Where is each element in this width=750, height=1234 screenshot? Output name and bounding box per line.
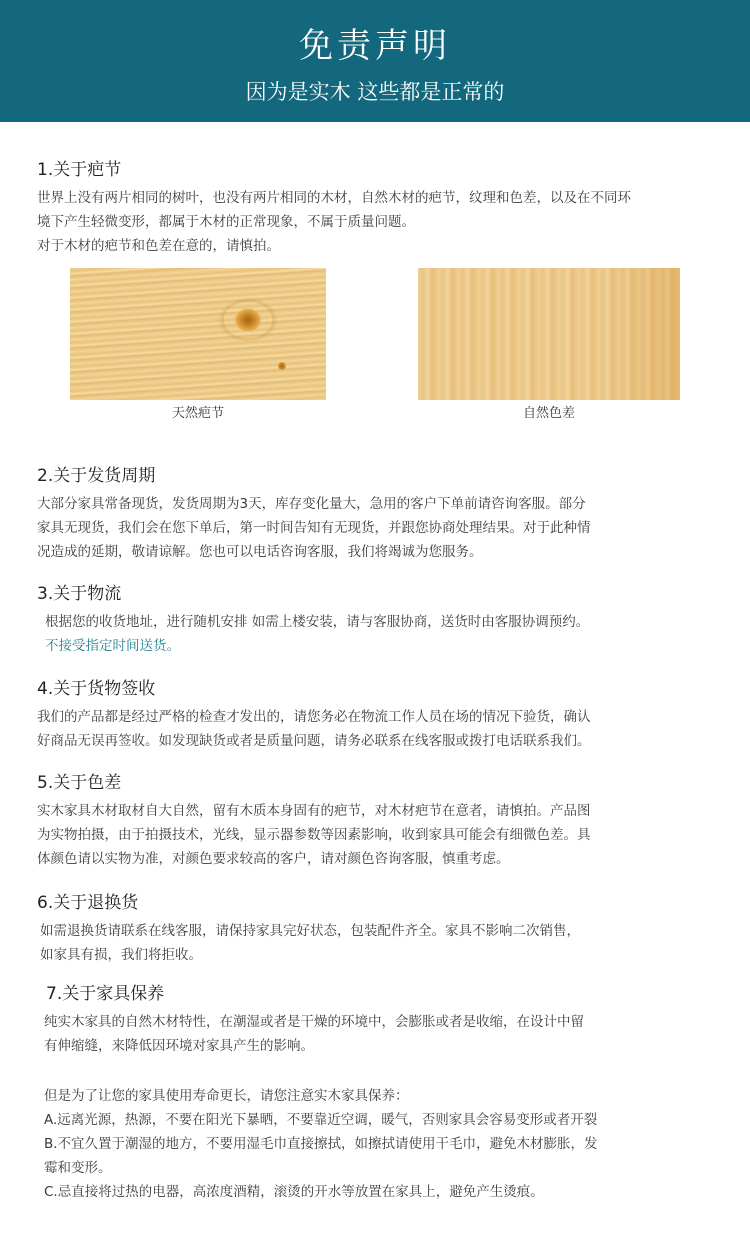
section-body xyxy=(45,610,725,658)
body-line: 对于木材的疤节和色差在意的，请慎拍。 xyxy=(37,238,280,254)
body-line: 有伸缩缝，来降低因环境对家具产生的影响。 xyxy=(44,1038,314,1054)
body-line: 好商品无误再签收。如发现缺货或者是质量问题，请务必联系在线客服或拨打电话联系我们。 xyxy=(37,733,591,749)
section-heading: 7.关于家具保养 xyxy=(46,984,165,1004)
header-banner xyxy=(0,0,750,122)
body-line: 如家具有损，我们将拒收。 xyxy=(40,947,202,963)
section-heading: 3.关于物流 xyxy=(37,584,122,604)
section-shipping xyxy=(0,464,750,564)
care-tip: A.远离光源，热源，不要在阳光下暴晒，不要靠近空调，暖气，否则家具会容易变形或者开裂 xyxy=(44,1112,598,1128)
body-line: 如需退换货请联系在线客服，请保持家具完好状态，包装配件齐全。家具不影响二次销售， xyxy=(40,923,580,939)
body-line: 大部分家具常备现货，发货周期为3天，库存变化量大，急用的客户下单前请咨询客服。部分 xyxy=(37,496,586,512)
body-line: 体颜色请以实物为准，对颜色要求较高的客户，请对颜色咨询客服，慎重考虑。 xyxy=(37,851,510,867)
section-returns xyxy=(0,891,750,967)
section-body xyxy=(37,492,717,564)
care-tip: C.忌直接将过热的电器，高浓度酒精，滚烫的开水等放置在家具上，避免产生烫痕。 xyxy=(44,1184,544,1200)
body-line: 我们的产品都是经过严格的检查才发出的，请您务必在物流工作人员在场的情况下验货，确认 xyxy=(37,709,591,725)
section-heading: 2.关于发货周期 xyxy=(37,466,156,486)
section-body xyxy=(37,799,717,871)
section-body xyxy=(37,186,717,258)
section-knots xyxy=(0,158,750,258)
section-signing xyxy=(0,677,750,753)
wood-color-variation-photo xyxy=(418,268,680,400)
page-subtitle: 因为是实木 这些都是正常的 xyxy=(245,80,505,104)
body-line: 根据您的收货地址，进行随机安排 如需上楼安装，请与客服协商，送货时由客服协调预约。 xyxy=(45,614,590,630)
care-tip: B.不宜久置于潮湿的地方，不要用湿毛巾直接擦拭，如擦拭请使用干毛巾，避免木材膨胀，发 xyxy=(44,1136,598,1152)
section-body xyxy=(40,919,720,967)
body-line: 世界上没有两片相同的树叶，也没有两片相同的木材，自然木材的疤节，纹理和色差，以及在不同环 xyxy=(37,190,631,206)
section-color xyxy=(0,771,750,871)
wood-knot-photo xyxy=(70,268,326,400)
section-heading: 1.关于疤节 xyxy=(37,160,122,180)
body-line: 况造成的延期，敬请谅解。您也可以电话咨询客服，我们将竭诚为您服务。 xyxy=(37,544,483,560)
section-body xyxy=(37,705,717,753)
section-heading: 5.关于色差 xyxy=(37,773,122,793)
page-title: 免责声明 xyxy=(299,26,451,66)
body-line: 境下产生轻微变形，都属于木材的正常现象，不属于质量问题。 xyxy=(37,214,415,230)
care-tips-intro: 但是为了让您的家具使用寿命更长，请您注意实木家具保养： xyxy=(44,1088,409,1104)
no-scheduled-delivery-notice: 不接受指定时间送货。 xyxy=(45,638,180,654)
photo-caption-color: 自然色差 xyxy=(522,406,575,421)
body-line: 纯实木家具的自然木材特性，在潮湿或者是干燥的环境中，会膨胀或者是收缩，在设计中留 xyxy=(44,1014,584,1030)
body-line: 家具无现货，我们会在您下单后，第一时间告知有无现货，并跟您协商处理结果。对于此种情 xyxy=(37,520,591,536)
section-body xyxy=(44,1010,724,1058)
care-tips xyxy=(44,1084,724,1204)
section-heading: 4.关于货物签收 xyxy=(37,679,156,699)
body-line: 为实物拍摄，由于拍摄技术，光线，显示器参数等因素影响，收到家具可能会有细微色差。具 xyxy=(37,827,591,843)
section-care xyxy=(0,982,750,1204)
care-tip: 霉和变形。 xyxy=(44,1160,112,1176)
body-line: 实木家具木材取材自大自然，留有木质本身固有的疤节，对木材疤节在意者，请慎拍。产品图 xyxy=(37,803,591,819)
section-logistics xyxy=(0,582,750,658)
section-heading: 6.关于退换货 xyxy=(37,893,139,913)
photo-caption-knot: 天然疤节 xyxy=(171,406,224,421)
